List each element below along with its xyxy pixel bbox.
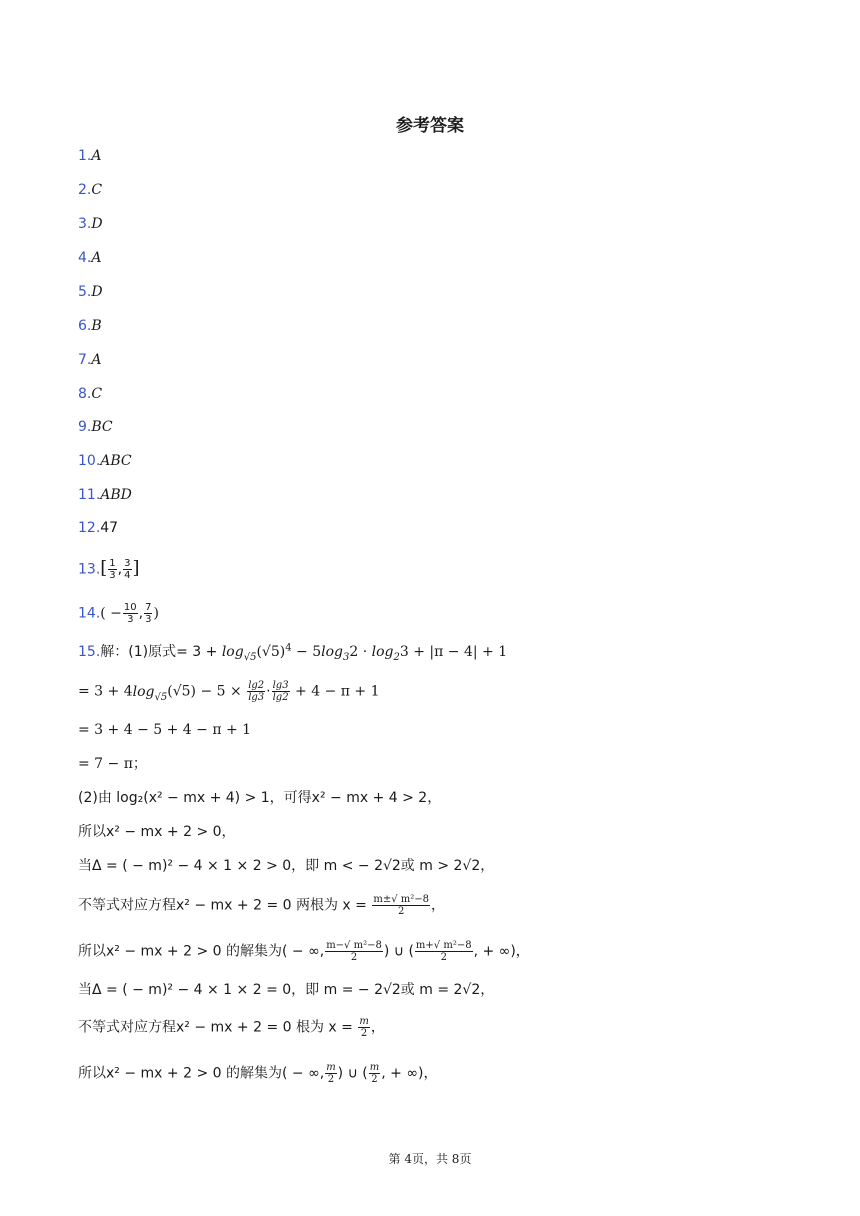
q15-line-12: 所以x² − mx + 2 > 0 的解集为( − ∞, $\frac{m}{2}$ ) ∪ ( $\frac{m}{2}$ , + ∞)，	[78, 1062, 438, 1085]
answer-4	[78, 248, 101, 268]
answer-3	[78, 214, 103, 234]
answer-number: 6.	[78, 318, 92, 334]
answer-number: 3.	[78, 216, 92, 232]
answer-value: A	[91, 250, 102, 266]
q15-line-7: 当Δ = ( − m)² − 4 × 1 × 2 > 0，即 m < − 2√2或 m > 2√2，	[78, 858, 495, 874]
answer-value: BC	[91, 419, 113, 435]
q15-line-8: 不等式对应方程x² − mx + 2 = 0 两根为 x = $\frac{\text{m±√ m²−8}}{2}$ ，	[78, 894, 445, 917]
q15-line-3: = 3 + 4 − 5 + 4 − π + 1	[78, 722, 252, 738]
answer-number: 7.	[78, 352, 92, 368]
answer-number: 9.	[78, 419, 92, 435]
answer-value: ABD	[100, 487, 132, 503]
answer-number: 1.	[78, 148, 92, 164]
q15-line-10: 当Δ = ( − m)² − 4 × 1 × 2 = 0，即 m = − 2√2或 m = 2√2，	[78, 982, 495, 998]
answer-number: 5.	[78, 284, 92, 300]
answer-7	[78, 350, 101, 370]
q15-line-2: = $3 + 4\log_{√5}(√5) - 5$ × $\frac{\lg 2}{\lg 3}$ · $\frac{\lg 3}{\lg 2}$ + 4 − π + 1	[78, 680, 380, 703]
answer-value: D	[91, 216, 103, 232]
answer-number: 2.	[78, 182, 92, 198]
answer-value: C	[91, 386, 103, 402]
answer-number: 12.	[78, 520, 101, 536]
answer-value: 47	[100, 520, 119, 536]
q15-line-5: (2)由 log₂(x² − mx + 4) > 1，可得x² − mx + 4 > 2，	[78, 790, 442, 806]
answer-number: 11.	[78, 487, 101, 503]
answer-10	[78, 451, 132, 471]
q15-line-1: 15.解：(1)原式= $3 + \log_{√5}(√5)^4 - 5\log_32 \cdot \log_23 + |\pi - 4| + 1$	[78, 642, 508, 663]
page-title: 参考答案	[396, 116, 464, 136]
answer-2	[78, 180, 102, 200]
answer-number: 8.	[78, 386, 92, 402]
answer-value: A	[91, 148, 102, 164]
answer-9	[78, 417, 113, 437]
answer-5	[78, 282, 103, 302]
answer-1	[78, 146, 101, 166]
answer-6	[78, 316, 102, 336]
answer-12	[78, 518, 118, 538]
answer-11	[78, 485, 132, 505]
answer-number: 10.	[78, 453, 101, 469]
answer-value: ABC	[100, 453, 132, 469]
answer-value: C	[91, 182, 103, 198]
answer-8	[78, 384, 102, 404]
answer-14: 14.( − $\frac{10}{3}$ , $\frac{7}{3}$ )	[78, 602, 159, 625]
q15-line-6: 所以x² − mx + 2 > 0，	[78, 824, 236, 840]
answer-value: B	[91, 318, 102, 334]
answer-13: 13.[ $\frac{1}{3}$ , $\frac{3}{4}$ ]	[78, 557, 140, 581]
q15-line-11: 不等式对应方程x² − mx + 2 = 0 根为 x = $\frac{m}{2}$ ，	[78, 1016, 385, 1039]
answer-value: D	[91, 284, 103, 300]
answer-value: A	[91, 352, 102, 368]
page-footer: 第 4页，共 8页	[388, 1152, 472, 1166]
q15-line-9: 所以x² − mx + 2 > 0 的解集为( − ∞, $\frac{\text{m−√ m²−8}}{2}$ ) ∪ ( $\frac{\text{m+√ m²−8}}{2}$ , + ∞)，	[78, 940, 530, 963]
answer-number: 4.	[78, 250, 92, 266]
q15-line-4: = 7 − π；	[78, 756, 147, 772]
